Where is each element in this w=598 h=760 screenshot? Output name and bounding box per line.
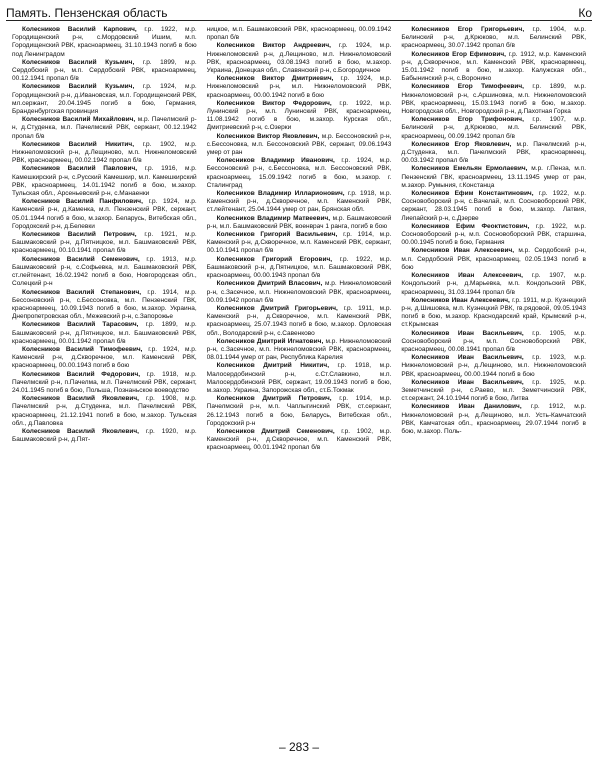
entry-text: г.р. 1905, м.р. Сосновоборский р-н, м.п. Сосновоборский РВК, красноармеец, 00.08.1941 пропал б/в xyxy=(401,329,587,353)
running-header xyxy=(6,4,592,21)
entry-name: Колесников Иван Данилович, xyxy=(411,403,522,411)
entry-text: г.р. 1914, м.р. Пачелмский р-н, м.п. Чаплыгинский РВК, ст.сержант, 26.12.1943 погиб в бою, Беларусь, Витебская обл., Городокский р-н xyxy=(206,395,392,427)
entry-text: г.р. 1916, м.р. Камешкирский р-н, с.Русский Камешкир, м.п. Камешкирский РВК, красноармеец, 14.01.1942 погиб в бою, м.захор. Тульская обл., Арсеньевский р-н, с.Манаенки xyxy=(12,165,197,198)
entry-name: Колесников Василий Яковлевич, xyxy=(22,427,139,435)
entry-text: ницкое, м.п. Башмаковский РВК, красноармеец, 00.09.1942 пропал б/в xyxy=(206,26,392,42)
entry-name: Колесников Василий Яковлевич, xyxy=(22,395,139,403)
entry-name: Колесников Василий Семенович, xyxy=(22,255,140,263)
entry-name: Колесников Егор Трифонович, xyxy=(411,116,524,124)
entry-text: г.р. 1922, м.р. Башмаковский р-н, д.Пятницкое, м.п. Башмаковский РВК, красноармеец, 00.00.1943 пропал б/в xyxy=(206,255,392,280)
entry xyxy=(12,59,197,84)
entry xyxy=(207,26,392,42)
entry-text: м.р. Сердобский р-н, м.п. Сердобский РВК, красноармеец, 02.05.1943 погиб в бою xyxy=(401,247,587,271)
entry-text: м.р. Пачелмский р-н, д.Студенка, м.п. Пачелмский РВК, красноармеец, 00.03.1942 пропал б/в xyxy=(401,140,587,165)
entry-name: Колесников Василий Кузьмич, xyxy=(22,83,135,91)
text-columns xyxy=(12,26,586,738)
entry xyxy=(401,165,586,190)
entry xyxy=(401,51,586,84)
entry xyxy=(207,190,392,215)
entry-text: г.р. 1911, м.р. Каменский р-н, д.Скворечное, м.п. Каменский РВК, красноармеец, 25.07.1943 погиб в бою, м.захор. Орловская обл., Володарский р-н, с.Савенково xyxy=(206,304,392,337)
entry-name: Колесников Иван Васильевич, xyxy=(411,329,524,337)
entry xyxy=(207,256,392,281)
entry-name: Колесников Ефим Феоктистович, xyxy=(411,222,530,230)
entry-name: Колесников Василий Тимофеевич, xyxy=(22,345,143,353)
entry xyxy=(401,403,586,436)
entry-text: г.р. 1912, м.р. Каменский р-н, д.Скворечное, м.п. Каменский РВК, красноармеец, 15.01.1942 погиб в бою, м.захор. Калужская обл., Бабынинский р-н, с.Воронино xyxy=(401,50,587,83)
entry xyxy=(401,354,586,379)
entry-name: Колесников Иван Алексеевич, xyxy=(411,296,510,304)
entry-name: Колесников Василий Михайлович, xyxy=(22,116,136,124)
entry-name: Колесников Дмитрий Семенович, xyxy=(216,427,335,435)
entry-name: Колесников Емельян Ермолаевич, xyxy=(411,165,528,173)
entry-name: Колесников Егор Григорьевич, xyxy=(411,26,525,33)
entry-text: м.р. г.Пенза, м.п. Пензенский ГВК, красноармеец, 13.11.1945 умер от ран, м.захор. Румыния, г.Констанца xyxy=(401,165,587,189)
entry-name: Колесников Виктор Яковлевич, xyxy=(216,132,320,140)
entry-text: г.р. 1902, м.р. Нижнеломовский р-н, д.Лещиново, м.п. Нижнеломовский РВК, красноармеец, 00.02.1942 пропал б/в xyxy=(12,140,197,165)
entry-name: Колесников Дмитрий Петрович, xyxy=(216,395,332,403)
entry xyxy=(12,198,197,231)
entry xyxy=(12,26,197,59)
column-1 xyxy=(12,26,197,738)
entry-name: Колесников Дмитрий Никитич, xyxy=(216,362,329,370)
entry-text: г.р. 1923, м.р. Нижнеломовский р-н, д.Лещиново, м.п. Нижнеломовский РВК, красноармеец, 00.00.1944 погиб в бою xyxy=(401,354,587,378)
entry xyxy=(401,141,586,166)
entry-text: г.р. 1911, м.р. Кузнецкий р-н, д.Шишовка, м.п. Кузнецкий РВК, гв.рядовой, 09.05.1943 погиб в бою, м.захор. Краснодарский край, Крымский р-н, ст.Крымская xyxy=(401,296,587,329)
entry-text: г.р. 1907, м.р. Кондольский р-н, д.Марьевка, м.п. Кондольский РВК, красноармеец, 31.03.1944 пропал б/в xyxy=(401,272,587,296)
entry xyxy=(401,297,586,330)
entry-text: г.р. 1918, м.р. Пачелмский р-н, п.Пачелма, м.п. Пачелмский РВК, сержант, 24.01.1945 погиб в бою, Польша, Познаньское воеводство xyxy=(12,370,197,394)
entry-name: Колесников Василий Федорович, xyxy=(22,370,141,378)
entry-text: м.р. Нижнеломовский р-н, с.Засечное, м.п. Нижнеломовский РВК, красноармеец, 08.01.1944 умер от ран, Республика Карелия xyxy=(206,337,392,362)
entry-name: Колесников Виктор Федорович, xyxy=(216,99,332,107)
entry xyxy=(12,116,197,141)
entry-name: Колесников Василий Тарасович, xyxy=(22,321,139,329)
entry-text: г.р. 1902, м.р. Каменский р-н, д.Скворечное, м.п. Каменский РВК, красноармеец, 00.01.1942 пропал б/в xyxy=(206,427,392,452)
running-header-title: Память. Пензенская область xyxy=(6,6,168,20)
entry-name: Колесников Егор Яковлевич, xyxy=(411,140,512,148)
entry xyxy=(207,338,392,363)
entry-text: г.р. 1899, м.р. Нижнеломовский р-н, с.Аршиновка, м.п. Нижнеломовский РВК, красноармеец, 15.03.1943 погиб в бою, м.захор. Новгородская обл., Новгородский р-н, д.Пахотная Горка xyxy=(401,83,587,116)
entry xyxy=(207,305,392,338)
entry xyxy=(12,428,197,444)
entry xyxy=(12,321,197,346)
column-3 xyxy=(401,26,586,738)
entry-name: Колесников Ефим Константинович, xyxy=(411,190,534,198)
entry-name: Колесников Владимир Илларионович, xyxy=(216,190,345,198)
entry-text: г.р. 1899, м.р. Башмаковский р-н, д.Пятницкое, м.п. Башмаковский РВК, красноармеец, 00.01.1942 пропал б/в xyxy=(12,321,197,345)
entry xyxy=(401,26,586,51)
entry xyxy=(12,346,197,371)
entry-name: Колесников Василий Степанович, xyxy=(22,288,142,296)
entry-name: Колесников Василий Павлович, xyxy=(22,165,138,173)
entry-text: г.р. 1924, м.р. Нижнеломовский р-н, м.п. Нижнеломовский РВК, красноармеец, 00.00.1942 погиб в бою xyxy=(206,75,392,99)
entry-name: Колесников Виктор Дмитриевич, xyxy=(216,75,334,83)
entry-text: г.р. 1921, м.р. Башмаковский р-н, д.Пятницкое, м.п. Башмаковский РВК, красноармеец, 00.10.1941 пропал б/в xyxy=(12,231,197,255)
entry xyxy=(12,165,197,198)
entry xyxy=(401,272,586,297)
entry-name: Колесников Дмитрий Игнатович, xyxy=(216,337,324,345)
entry-name: Колесников Владимир Матвеевич, xyxy=(216,214,331,222)
entry xyxy=(401,330,586,355)
entry xyxy=(207,428,392,453)
entry xyxy=(12,395,197,428)
entry-name: Колесников Василий Кузьмич, xyxy=(22,58,135,66)
entry xyxy=(401,116,586,141)
entry xyxy=(207,42,392,75)
entry-text: г.р. 1914, м.р. Бессоновский р-н, с.Бессоновка, м.п. Пензенский ГВК, красноармеец, 10.09.1943 погиб в бою, м.захор. Украина, Днепропетровская обл., Межевский р-н, с.Запорожье xyxy=(12,288,197,321)
entry xyxy=(207,100,392,133)
entry-text: г.р. 1924, м.р. Бессоновский р-н, с.Бессоновка, м.п. Бессоновский РВК, красноармеец, 15.09.1942 погиб в бою, м.захор. г. Сталинград xyxy=(206,157,392,189)
entry xyxy=(12,231,197,256)
entry-text: г.р. 1924, м.р. Каменский р-н, д.Каменка, м.п. Пензенский РВК, сержант, 05.01.1944 погиб в бою, м.захор. Беларусь, Витебская обл., Городокский р-н, д.Белевки xyxy=(12,198,197,230)
entry-name: Колесников Виктор Андреевич, xyxy=(216,42,331,50)
column-2 xyxy=(207,26,392,738)
entry-text: м.р. Бессоновский р-н, с.Бессоновка, м.п. Бессоновский РВК, сержант, 09.06.1943 умер от ран xyxy=(206,132,392,157)
entry-text: г.р. 1899, м.р. Сердобский р-н, м.п. Сердобский РВК, красноармеец, 00.12.1941 пропал б/в xyxy=(12,58,197,83)
entry-name: Колесников Дмитрий Григорьевич, xyxy=(216,304,338,312)
entry-name: Колесников Иван Васильевич, xyxy=(411,378,524,386)
entry-name: Колесников Иван Васильевич, xyxy=(411,354,524,362)
entry-text: г.р. 1920, м.р. Башмаковский р-н, д.Пят- xyxy=(12,427,197,444)
entry-name: Колесников Василий Панфилович, xyxy=(22,198,143,206)
entry-name: Колесников Василий Никитич, xyxy=(22,140,135,148)
entry-text: г.р. 1907, м.р. Белинский р-н, д.Крюково, м.п. Белинский РВК, красноармеец, 00.09.1942 пропал б/в xyxy=(401,116,587,140)
entry-text: г.р. 1922, м.р. Лунинский р-н, м.п. Лунинский РВК, красноармеец, 11.08.1942 погиб в бою, м.захор. Курская обл., Дмитриевский р-н, с.Озерки xyxy=(206,99,392,132)
entry-text: м.р. Пачелмский р-н, д.Студенка, м.п. Пачелмский РВК, сержант, 00.12.1942 пропал б/в xyxy=(12,116,197,140)
entry xyxy=(401,83,586,116)
entry xyxy=(12,371,197,396)
entry-text: м.р. Башмаковский р-н, м.п. Башмаковский РВК, военврач 1 ранга, погиб в бою xyxy=(206,214,392,230)
entry xyxy=(12,141,197,166)
entry-text: г.р. 1922, м.р. Городищенский р-н, с.Мордовский Ишим, м.п. Городищенский РВК, красноармеец, 31.10.1943 погиб в бою под Ленинградом xyxy=(12,26,197,58)
entry-text: г.р. 1904, м.р. Белинский р-н, д.Крюково, м.п. Белинский РВК, красноармеец, 30.07.1942 пропал б/в xyxy=(401,26,587,50)
entry xyxy=(207,75,392,100)
entry-text: г.р. 1913, м.р. Башмаковский р-н, с.Софьевка, м.п. Башмаковский РВК, ст.лейтенант, 16.02.1942 погиб в бою, Новгородская обл., Солецкий р-н xyxy=(12,255,197,288)
entry xyxy=(401,223,586,248)
entry-name: Колесников Григорий Васильевич, xyxy=(216,231,338,239)
entry-name: Колесников Иван Алексеевич, xyxy=(411,272,523,280)
entry-name: Колесников Василий Карпович, xyxy=(22,26,137,33)
entry-text: г.р. 1918, м.р. Малосердобинский р-н, с.Ст.Славкино, м.п. Малосердобинский РВК, сержант, 19.09.1943 погиб в бою, м.захор. Украина, Запорожская обл., ст.Б.Токмак xyxy=(206,362,392,394)
entry xyxy=(401,190,586,223)
entry-text: г.р. 1914, м.р. Каменский р-н, д.Скворечное, м.п. Каменский РВК, сержант, 00.10.1941 пропал б/в xyxy=(206,231,392,255)
entry xyxy=(207,231,392,256)
entry-text: г.р. 1918, м.р. Каменский р-н, д.Скворечное, м.п. Каменский РВК, ст.лейтенант, 25.04.1944 умер от ран, Брянская обл. xyxy=(206,190,392,214)
page-number: – 283 – xyxy=(278,740,320,754)
entry xyxy=(401,247,586,272)
entry xyxy=(207,157,392,190)
entry xyxy=(12,256,197,289)
entry-name: Колесников Егор Тимофеевич, xyxy=(411,83,524,91)
entry-text: г.р. 1922, м.р. Сосновоборский р-н, с.Вачелай, м.п. Сосновоборский РВК, сержант, 28.03.1945 погиб в бою, м.захор. Латвия, Лиепайский р-н, с.Дзерве xyxy=(401,190,587,222)
entry xyxy=(207,395,392,428)
entry-name: Колесников Владимир Иванович, xyxy=(216,157,335,165)
entry-name: Колесников Дмитрий Власович, xyxy=(216,280,323,288)
entry xyxy=(207,133,392,158)
entry-name: Колесников Егор Ефимович, xyxy=(411,50,506,58)
entry xyxy=(12,83,197,116)
entry-text: г.р. 1908, м.р. Пачелмский р-н, д.Студенка, м.п. Пачелмский РВК, красноармеец, 21.12.1941 погиб в бою, м.захор. Тульская обл., д.Павловка xyxy=(12,395,197,427)
entry xyxy=(207,215,392,231)
entry-text: г.р. 1924, м.р. Нижнеломовский р-н, д.Лещиново, м.п. Нижнеломовский РВК, красноармеец, 03.08.1943 погиб в бою, м.захор. Украина, Донецкая обл., Славянский р-н, с.Богородичное xyxy=(206,42,392,75)
entry xyxy=(401,379,586,404)
entry-text: г.р. 1912, м.р. Нижнеломовский р-н, д.Лещиново, м.п. Усть-Камчатский РВК, Камчатская обл., красноармеец, 29.07.1944 погиб в бою, м.захор. Поль- xyxy=(401,403,587,435)
entry-text: г.р. 1925, м.р. Земетчинский р-н, с.Раево, м.п. Земетчинский РВК, ст.сержант, 24.10.1944 погиб в бою, Литва xyxy=(401,378,587,403)
entry-name: Колесников Иван Алексеевич, xyxy=(411,247,515,255)
entry xyxy=(207,280,392,305)
entry-name: Колесников Григорий Егорович, xyxy=(216,255,333,263)
entry-text: г.р. 1924, м.р. Городищенский р-н, д.Ивановская, м.п. Городищенский РВК, мл.сержант, 20.04.1945 погиб в бою, Германия, Бранденбургская провинция xyxy=(12,83,197,116)
entry-name: Колесников Василий Петрович, xyxy=(22,231,137,239)
entry xyxy=(207,362,392,395)
entry-text: г.р. 1922, м.р. Сосновоборский р-н, м.п. Сосновоборский РВК, старшина, 00.00.1945 погиб в бою, Германия xyxy=(401,222,587,247)
entry-text: г.р. 1924, м.р. Каменский р-н, д.Скворечное, м.п. Каменский РВК, красноармеец, 00.00.1943 погиб в бою xyxy=(12,345,197,370)
running-header-section: Ко xyxy=(578,6,592,20)
entry xyxy=(12,289,197,322)
entry-text: м.р. Нижнеломовский р-н, с.Засечное, м.п. Нижнеломовский РВК, красноармеец, 00.09.1942 пропал б/в xyxy=(206,280,392,304)
